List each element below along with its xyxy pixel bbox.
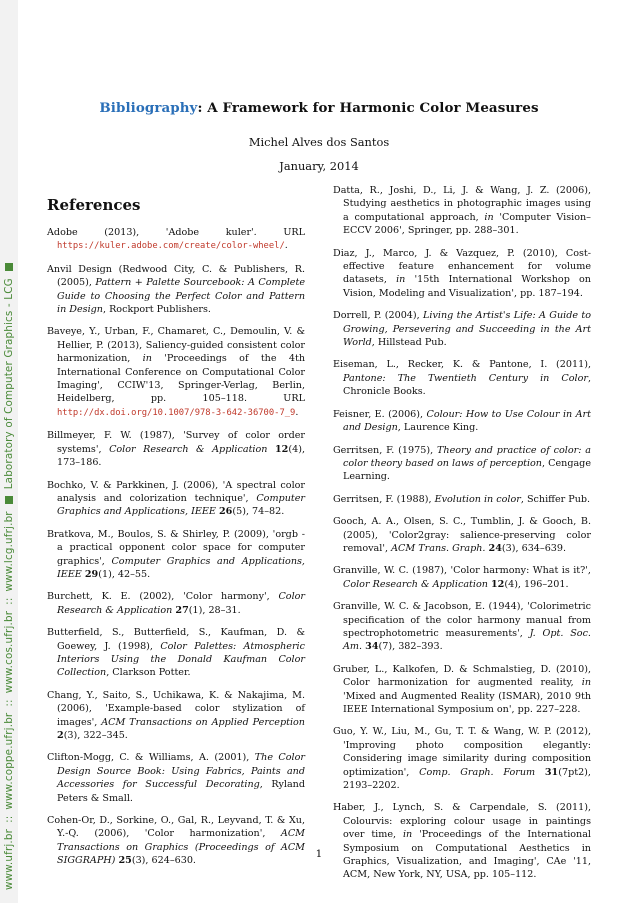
reference-text: 25: [118, 855, 132, 867]
reference-text: Computer Graphics and Applications, IEEE: [57, 492, 305, 518]
reference-text: (3), 322–345.: [63, 730, 128, 741]
reference-entry: [333, 444, 591, 484]
author: Michel Alves dos Santos: [248, 135, 390, 149]
reference-text: Computer Graphics and Applications, IEEE: [57, 555, 305, 580]
reference-entry: [47, 528, 305, 582]
reference-text: Cohen-Or, D., Sorkine, O., Gal, R., Leyvand, T. & Xu, Y.-Q. (2006), 'Color harmonization',: [47, 815, 305, 840]
reference-text: Granville, W. C. (1987), 'Color harmony: What is it?',: [333, 565, 591, 577]
reference-text: Gerritsen, F. (1988),: [333, 493, 435, 505]
reference-text: in: [142, 353, 152, 365]
reference-text: , Chronicle Books.: [343, 372, 591, 398]
reference-url-link[interactable]: http://dx.doi.org/10.1007/978-3-642-36700-7_9: [57, 407, 296, 418]
reference-entry: [333, 515, 591, 555]
reference-entry: [333, 600, 591, 654]
reference-text: Living the Artist's Life: A Guide to Growing, Persevering and Succeeding in the Art World: [343, 310, 591, 349]
reference-text: [267, 444, 275, 455]
reference-text: Gruber, L., Kalkofen, D. & Schmalstieg, D. (2010), Color harmonization for augmented reality,: [333, 663, 591, 689]
sidebar-square-icon: [5, 496, 13, 504]
reference-url-link[interactable]: https://kuler.adobe.com/create/color-wheel/: [57, 241, 285, 252]
reference-text: Theory and practice of color: a color theory based on laws of perception: [343, 444, 592, 469]
reference-entry: [47, 429, 305, 469]
reference-entry: [333, 309, 591, 349]
reference-text: Color Research & Application: [343, 578, 488, 590]
reference-text: Bratkova, M., Boulos, S. & Shirley, P. (2009), 'orgb - a practical opponent color space for computer graphics',: [47, 528, 305, 567]
reference-entry: [47, 263, 305, 317]
reference-entry: [333, 564, 591, 591]
reference-entry: [333, 358, 591, 398]
reference-entry: [47, 689, 305, 743]
reference-text: [535, 767, 545, 778]
reference-text: 'Proceedings of the 4th International Conference on Computational Color Imaging', CCIW'13, Springer-Verlag, Berlin, Heidelberg, pp. 105–118. URL: [57, 353, 306, 405]
reference-text: Clifton-Mogg, C. & Williams, A. (2001),: [47, 752, 255, 764]
reference-text: Chang, Y., Saito, S., Uchikawa, K. & Nakajima, M. (2006), 'Example-based color stylization of images',: [47, 689, 305, 728]
reference-text: J. Opt. Soc. Am.: [343, 627, 591, 653]
reference-text: The Color Design Source Book: Using Fabrics, Paints and Accessories for Successful Decorating: [57, 752, 305, 791]
reference-text: ACM Transactions on Applied Perception: [101, 716, 305, 728]
sidebar-separator: ::: [3, 597, 15, 605]
reference-text: (7), 382–393.: [378, 641, 443, 653]
reference-text: (4), 196–201.: [504, 578, 569, 590]
reference-text: (1), 42–55.: [98, 568, 151, 580]
reference-text: 'Mixed and Augmented Reality (ISMAR), 2010 9th IEEE International Symposium on', pp. 227–228.: [343, 690, 591, 715]
reference-text: 26: [219, 506, 233, 518]
sidebar-separator: ::: [3, 699, 15, 707]
reference-text: .: [284, 240, 288, 252]
reference-text: Eiseman, L., Recker, K. & Pantone, I. (2011),: [333, 359, 591, 371]
reference-text: 'Proceedings of the International Symposium on Computational Aesthetics in Graphics, Visualization, and Imaging', CAe '11, ACM, New York, NY, USA, pp. 105–112.: [343, 829, 591, 881]
reference-text: Diaz, J., Marco, J. & Vazquez, P. (2010), Cost-effective feature enhancement for volume datasets,: [333, 247, 591, 286]
sidebar-link[interactable]: www.cos.ufrj.br: [3, 610, 15, 694]
reference-entry: [47, 590, 305, 617]
reference-text: 24: [488, 542, 502, 554]
reference-text: (3), 634–639.: [501, 542, 567, 554]
reference-text: , Hillstead Pub.: [371, 337, 447, 349]
reference-text: Billmeyer, F. W. (1987), 'Survey of color order systems',: [47, 430, 305, 455]
reference-entry: [333, 725, 591, 792]
reference-entry: [333, 247, 591, 301]
sidebar-link[interactable]: www.ufrj.br: [3, 828, 15, 890]
sidebar-link[interactable]: Laboratory of Computer Graphics - LCG: [3, 278, 15, 490]
reference-entry: [47, 626, 305, 680]
reference-text: in: [396, 274, 406, 286]
date: January, 2014: [279, 159, 359, 173]
reference-text: Datta, R., Joshi, D., Li, J. & Wang, J. Z. (2006), Studying aesthetics in photographic images using a computational approach,: [333, 185, 591, 223]
reference-text: Dorrell, P. (2004),: [333, 310, 424, 322]
reference-text: Feisner, E. (2006),: [333, 408, 427, 420]
reference-text: .: [295, 406, 299, 418]
reference-entry: [333, 408, 591, 435]
sidebar-separator: ::: [3, 815, 15, 823]
reference-text: (3), 624–630.: [131, 855, 196, 867]
reference-entry: [333, 493, 591, 506]
reference-text: Color Palettes: Atmospheric Interiors Using the Donald Kaufman Color Collection: [57, 640, 305, 679]
reference-text: (4), 173–186.: [57, 443, 305, 469]
references-heading: References: [47, 196, 141, 214]
reference-text: Anvil Design (Redwood City, C. & Publishers, R. (2005),: [47, 263, 305, 289]
title-keyword: Bibliography: [99, 100, 198, 116]
reference-text: Granville, W. C. & Jacobson, E. (1944), 'Colorimetric specification of the color harmony manual from spectrophotometric measurements',: [333, 601, 591, 639]
reference-text: , Clarkson Potter.: [106, 667, 191, 679]
title-rest: : A Framework for Harmonic Color Measures: [197, 100, 539, 116]
reference-text: , Ryland Peters & Small.: [57, 779, 305, 804]
right-column: [333, 184, 591, 891]
reference-text: 27: [175, 604, 189, 616]
reference-text: 12: [490, 578, 505, 590]
sidebar-link[interactable]: www.coppe.ufrj.br: [3, 712, 15, 810]
reference-entry: [47, 226, 305, 254]
reference-text: (1), 28–31.: [188, 604, 241, 616]
reference-text: Pattern + Palette Sourcebook: A Complete Guide to Choosing the Perfect Color and Pattern in Design: [57, 277, 305, 316]
reference-text: Pantone: The Twentieth Century in Color: [343, 372, 588, 384]
reference-text: ACM Trans. Graph.: [391, 542, 486, 554]
reference-text: 31: [544, 766, 559, 778]
reference-text: 34: [365, 641, 379, 653]
reference-text: (5), 74–82.: [232, 506, 285, 518]
reference-text: Colour: How to Use Colour in Art and Design: [343, 408, 591, 434]
reference-text: Comp. Graph. Forum: [419, 766, 536, 778]
reference-entry: [47, 479, 305, 519]
reference-text: 12: [275, 443, 289, 455]
reference-text: ACM Transactions on Graphics (Proceedings of ACM SIGGRAPH): [57, 828, 305, 867]
reference-entry: [47, 751, 305, 805]
sidebar-link[interactable]: www.lcg.ufrj.br: [3, 511, 15, 592]
reference-text: Guo, Y. W., Liu, M., Gu, T. T. & Wang, W. P. (2012), 'Improving photo composition elegantly: Considering image similarity during composition optimization',: [333, 726, 591, 778]
reference-text: in: [402, 829, 413, 841]
page-number: 1: [315, 848, 323, 860]
reference-text: Gooch, A. A., Olsen, S. C., Tumblin, J. & Gooch, B. (2005), 'Color2gray: salience-preserving color removal',: [333, 516, 591, 554]
reference-entry: [333, 184, 591, 238]
reference-entry: [333, 801, 591, 881]
reference-text: Color Research & Application: [109, 443, 268, 455]
reference-text: , Laurence King.: [397, 422, 479, 434]
reference-text: Color Research & Application: [57, 591, 305, 616]
page-title: [0, 100, 638, 116]
reference-text: Bochko, V. & Parkkinen, J. (2006), 'A spectral color analysis and colorization technique',: [47, 479, 305, 504]
reference-text: 'Computer Vision–ECCV 2006', Springer, pp. 288–301.: [343, 211, 591, 237]
reference-text: Gerritsen, F. (1975),: [333, 444, 437, 456]
reference-text: Adobe (2013), 'Adobe kuler'. URL: [47, 227, 305, 238]
reference-text: Butterfield, S., Butterfield, S., Kaufman, D. & Goewey, J. (1998),: [47, 627, 305, 652]
reference-text: in: [581, 677, 591, 689]
reference-text: Baveye, Y., Urban, F., Chamaret, C., Demoulin, V. & Hellier, P. (2013), Saliency-guided consistent color harmonization,: [47, 326, 305, 365]
reference-text: Haber, J., Lynch, S. & Carpendale, S. (2011), Colourvis: exploring colour usage in paintings over time,: [333, 802, 591, 841]
reference-text: , Schiffer Pub.: [520, 493, 591, 505]
reference-text: '15th International Workshop on Vision, Modeling and Visualization', pp. 187–194.: [343, 274, 591, 299]
sidebar-square-icon: [5, 263, 13, 271]
reference-entry: [47, 325, 305, 420]
reference-entry: [333, 663, 591, 717]
reference-text: 29: [84, 568, 99, 580]
reference-text: , Cengage Learning.: [343, 457, 591, 483]
reference-text: Evolution in color: [434, 493, 521, 505]
reference-text: Burchett, K. E. (2002), 'Color harmony',: [47, 591, 279, 603]
reference-text: , Rockport Publishers.: [102, 304, 211, 316]
reference-text: 2: [57, 730, 64, 741]
reference-text: (7pt2), 2193–2202.: [343, 766, 591, 792]
reference-text: in: [484, 211, 494, 223]
left-column: [47, 226, 305, 877]
